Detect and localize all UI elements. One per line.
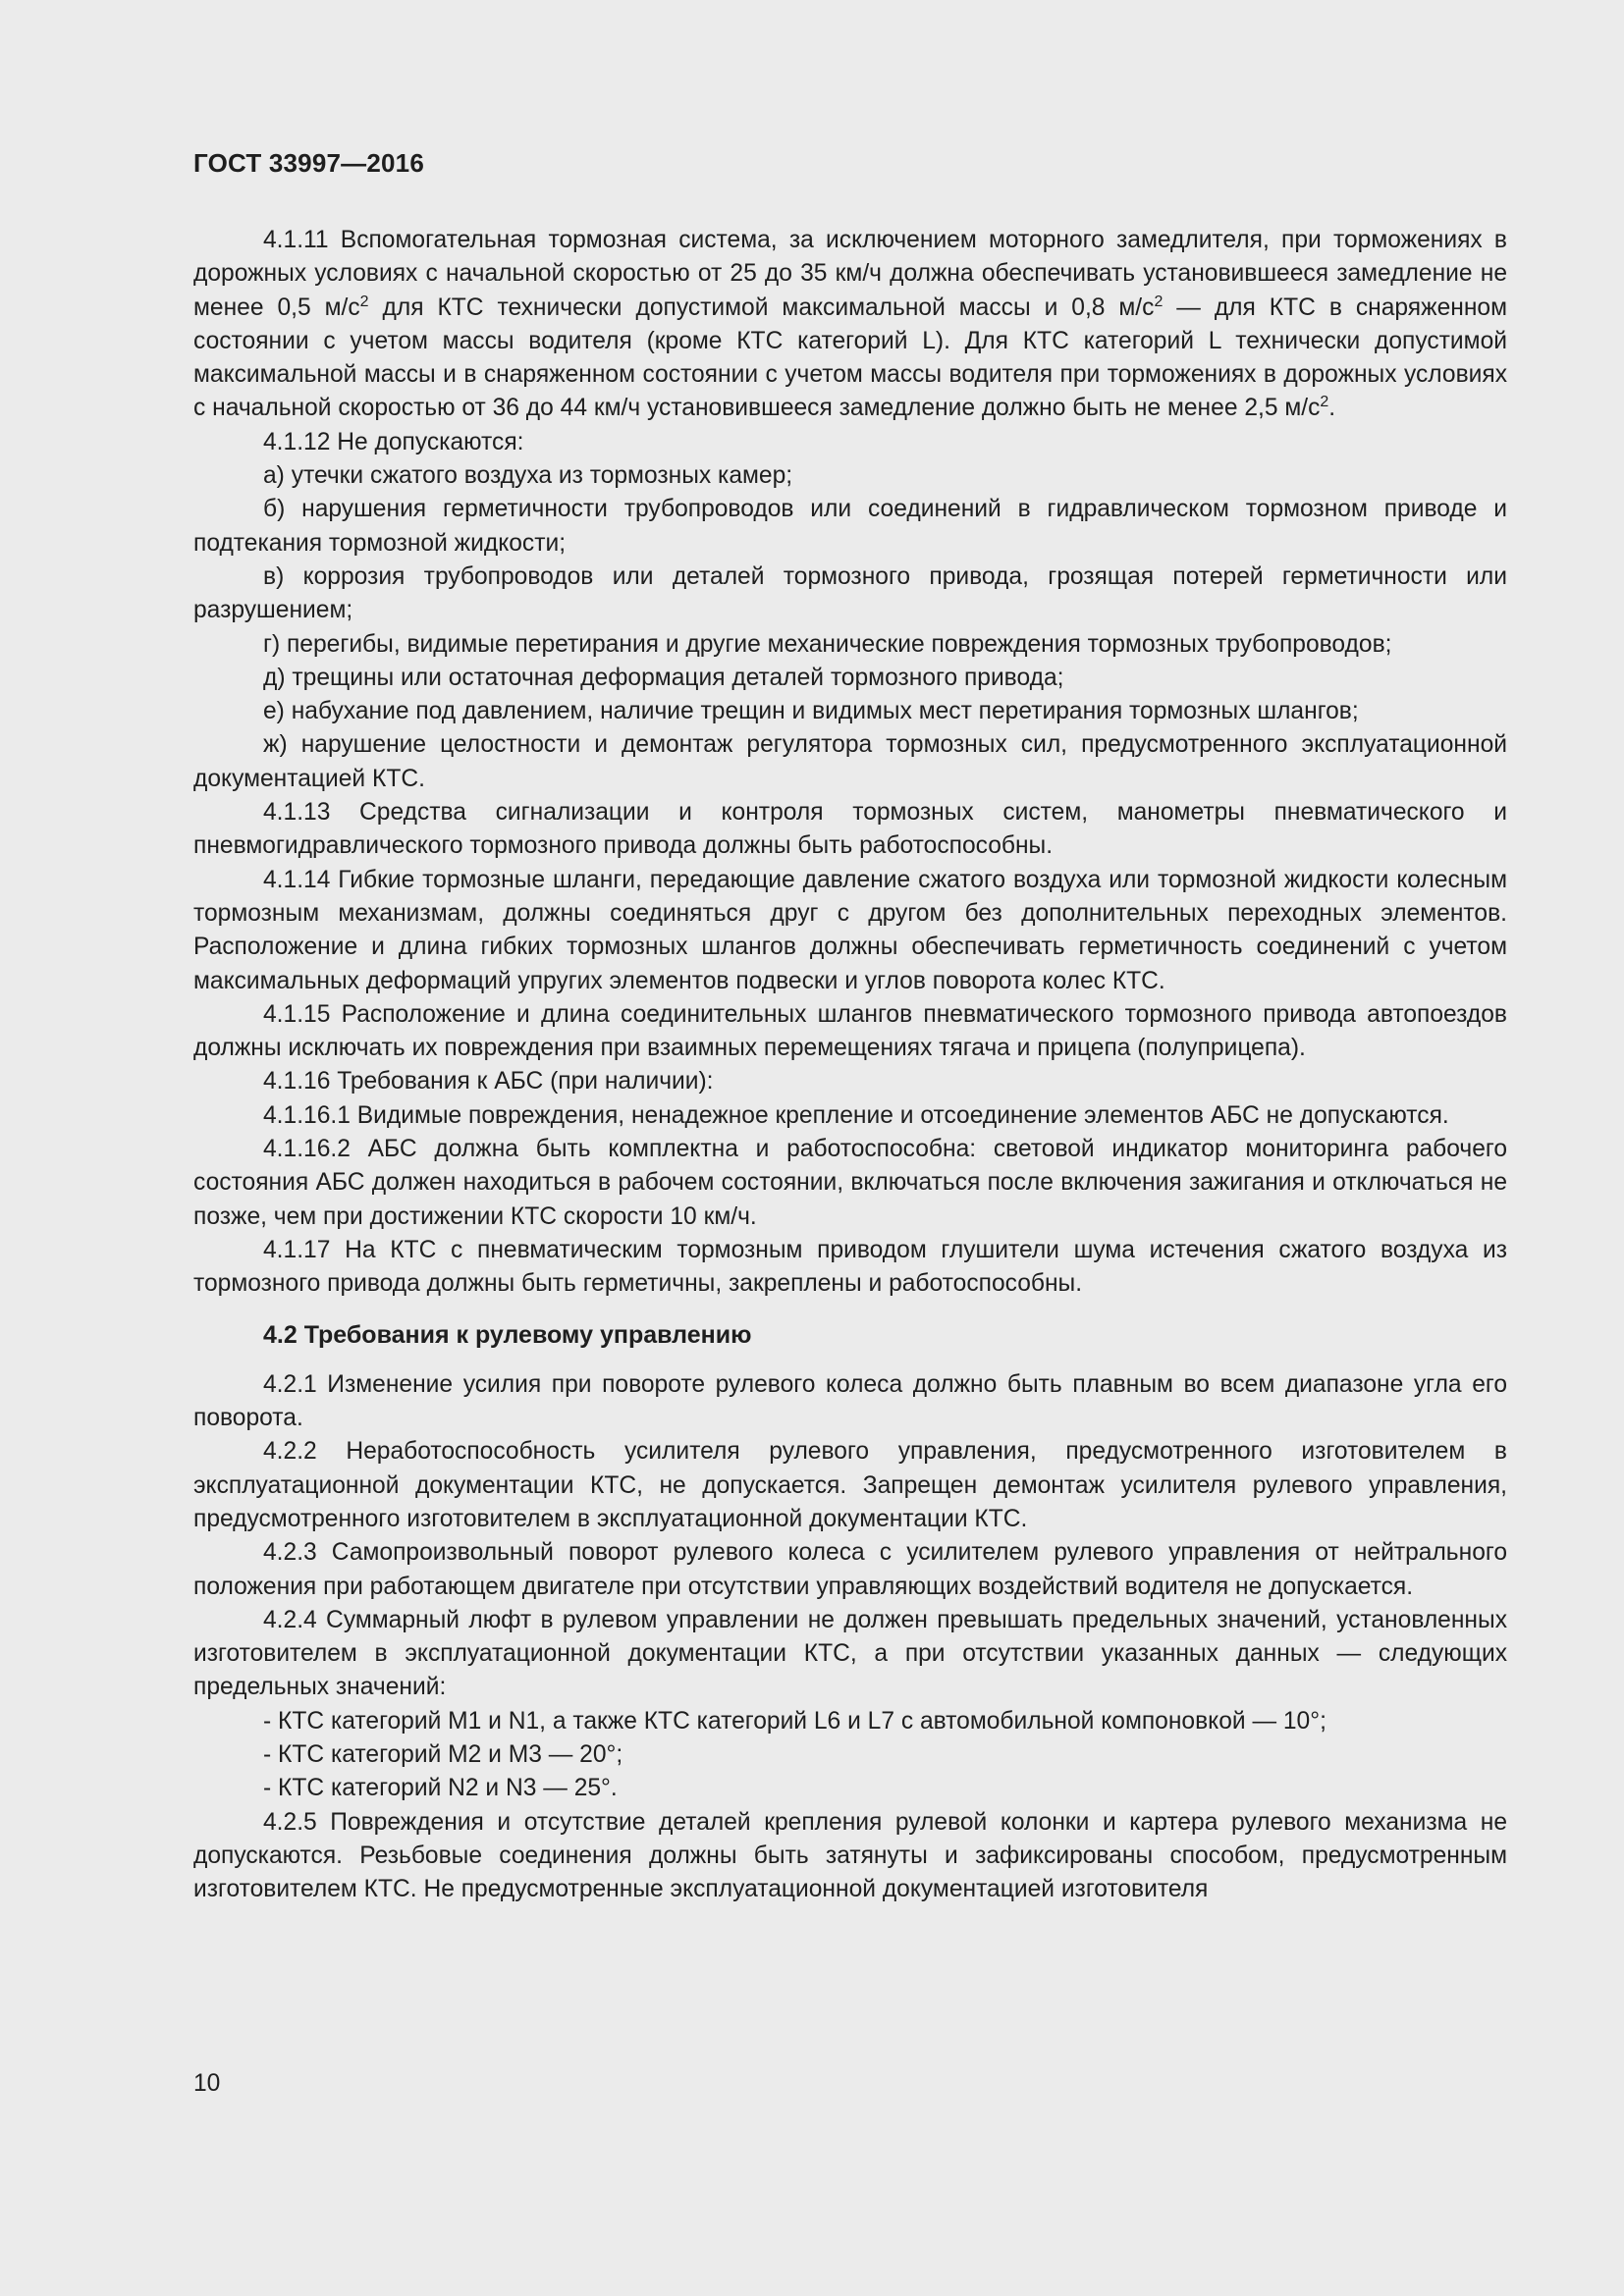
list-item: б) нарушения герметичности трубопроводов или соединений в гидравлическом тормозном приводе и подтекания тормозной жидкости;: [193, 496, 1507, 557]
superscript: 2: [1154, 293, 1164, 310]
paragraph-4-1-16-1: 4.1.16.1 Видимые повреждения, ненадежное крепление и отсоединение элементов АБС не допускаются.: [263, 1101, 1449, 1129]
paragraph-4-1-16: 4.1.16 Требования к АБС (при наличии):: [263, 1068, 714, 1095]
list-item: - КТС категорий N2 и N3 — 25°.: [263, 1775, 618, 1802]
paragraph-4-1-11: [193, 224, 1507, 426]
superscript: 2: [1320, 394, 1329, 411]
list-item: - КТС категорий M2 и M3 — 20°;: [263, 1741, 623, 1769]
paragraph-4-1-17: 4.1.17 На КТС с пневматическим тормозным приводом глушители шума истечения сжатого воздуха из тормозного привода должны быть герметичны, закреплены и работоспособны.: [193, 1236, 1507, 1298]
paragraph-4-1-15: 4.1.15 Расположение и длина соединительных шлангов пневматического тормозного привода автопоездов должны исключать их повреждения при взаимных перемещениях тягача и прицепа (полуприцепа).: [193, 1000, 1507, 1062]
text-4-1-11-d: .: [1328, 395, 1336, 422]
document-header: ГОСТ 33997—2016: [193, 148, 424, 178]
paragraph-4-1-12: 4.1.12 Не допускаются:: [263, 428, 524, 455]
paragraph-4-2-1: 4.2.1 Изменение усилия при повороте рулевого колеса должно быть плавным во всем диапазоне угла его поворота.: [193, 1370, 1507, 1432]
paragraph-4-2-3: 4.2.3 Самопроизвольный поворот рулевого колеса с усилителем рулевого управления от нейтрального положения при работающем двигателе при отсутствии управляющих воздействий водителя не допускается.: [193, 1539, 1507, 1600]
list-item: д) трещины или остаточная деформация деталей тормозного привода;: [263, 664, 1064, 691]
text-4-1-11-a: 4.1.11 Вспомогательная тормозная система, за исключением моторного замедлителя, при торможениях в дорожных условиях с начальной скоростью от 25 до 35 км/ч должна обеспечивать установившееся замедление не менее 0,5 м/с: [193, 227, 1507, 321]
section-heading-4-2: 4.2 Требования к рулевому управлению: [263, 1320, 752, 1349]
paragraph-4-2-2: 4.2.2 Неработоспособность усилителя рулевого управления, предусмотренного изготовителем в эксплуатационной документации КТС, не допускается. Запрещен демонтаж усилителя рулевого управления, предусмотренного изготовителем в эксплуатационной документации КТС.: [193, 1438, 1507, 1532]
superscript: 2: [359, 293, 369, 310]
paragraph-4-1-14: 4.1.14 Гибкие тормозные шланги, передающие давление сжатого воздуха или тормозной жидкости колесным тормозным механизмам, должны соединяться друг с другом без дополнительных переходных элементов. Расположение и длина гибких тормозных шлангов должны обеспечивать герметичность соединений с учетом максимальных деформаций упругих элементов подвески и углов поворота колес КТС.: [193, 866, 1507, 994]
paragraph-4-1-16-2: 4.1.16.2 АБС должна быть комплектна и работоспособна: световой индикатор мониторинга рабочего состояния АБС должен находиться в рабочем состоянии, включаться после включения зажигания и отключаться не позже, чем при достижении КТС скорости 10 км/ч.: [193, 1136, 1507, 1230]
page-number: 10: [193, 2070, 221, 2097]
text-4-1-11-b: для КТС технически допустимой максимальной массы и 0,8 м/с: [368, 294, 1155, 321]
paragraph-4-2-4: 4.2.4 Суммарный люфт в рулевом управлении не должен превышать предельных значений, установленных изготовителем в эксплуатационной документации КТС, а при отсутствии указанных данных — следующих предельных значений:: [193, 1606, 1507, 1701]
text-4-1-11-c: — для КТС в снаряженном состоянии с учетом массы водителя (кроме КТС категорий L). Для КТС категорий L технически допустимой максимальной массы и в снаряженном состоянии с учетом массы водителя при торможениях в дорожных условиях с начальной скоростью от 36 до 44 км/ч установившееся замедление должно быть не менее 2,5 м/с: [193, 294, 1508, 422]
paragraph-4-1-13: 4.1.13 Средства сигнализации и контроля тормозных систем, манометры пневматического и пневмогидравлического тормозного привода должны быть работоспособны.: [193, 799, 1507, 860]
list-item: в) коррозия трубопроводов или деталей тормозного привода, грозящая потерей герметичности или разрушением;: [193, 562, 1507, 624]
document-body: [193, 224, 1507, 1907]
list-item: е) набухание под давлением, наличие трещин и видимых мест перетирания тормозных шлангов;: [263, 698, 1359, 725]
list-item: ж) нарушение целостности и демонтаж регулятора тормозных сил, предусмотренного эксплуатационной документацией КТС.: [193, 731, 1507, 792]
list-item: а) утечки сжатого воздуха из тормозных камер;: [263, 462, 793, 490]
list-item: - КТС категорий M1 и N1, а также КТС категорий L6 и L7 с автомобильной компоновкой — 10°;: [263, 1707, 1326, 1735]
list-item: г) перегибы, видимые перетирания и другие механические повреждения тормозных трубопроводов;: [263, 630, 1392, 658]
paragraph-4-2-5: 4.2.5 Повреждения и отсутствие деталей крепления рулевой колонки и картера рулевого механизма не допускаются. Резьбовые соединения должны быть затянуты и зафиксированы способом, предусмотренным изготовителем КТС. Не предусмотренные эксплуатационной документацией изготовителя: [193, 1808, 1507, 1903]
